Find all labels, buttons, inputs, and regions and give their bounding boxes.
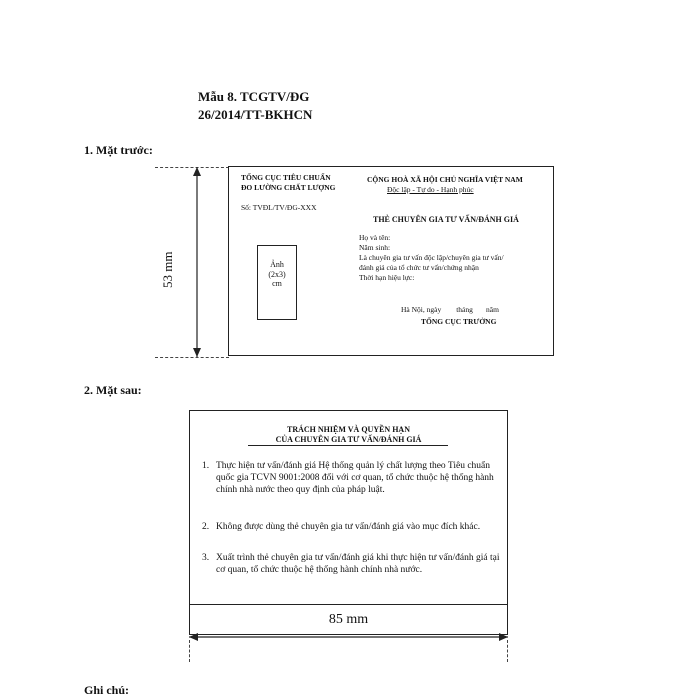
signer-title: TỔNG CỤC TRƯỞNG bbox=[421, 317, 497, 326]
photo-label: Ảnh bbox=[270, 260, 284, 269]
field-birth-year: Năm sinh: bbox=[359, 243, 391, 252]
circular-number: 26/2014/TT-BKHCN bbox=[198, 107, 313, 122]
width-dimension-label: 85 mm bbox=[328, 612, 369, 627]
place-date: Hà Nội, ngày tháng năm bbox=[401, 305, 499, 314]
section-back-heading: 2. Mặt sau: bbox=[84, 383, 142, 397]
height-dimension-arrow bbox=[192, 167, 202, 357]
item-number: 1. bbox=[202, 461, 210, 471]
list-item bbox=[202, 553, 502, 577]
list-item bbox=[202, 522, 502, 534]
item-text: Xuất trình thẻ chuyên gia tư vấn/đánh giá khi thực hiện tư vấn/đánh giá tại cơ quan, tổ chức thuộc hệ thống hành chính nhà nước. bbox=[216, 553, 500, 575]
notes-heading: Ghi chú: bbox=[84, 683, 130, 697]
item-number: 2. bbox=[202, 522, 210, 532]
dim-left-extension bbox=[189, 640, 190, 662]
field-role-line-1: Là chuyên gia tư vấn độc lập/chuyên gia tư vấn/ bbox=[359, 253, 504, 262]
field-validity: Thời hạn hiệu lực: bbox=[359, 273, 415, 282]
agency-line-2: ĐO LƯỜNG CHẤT LƯỢNG bbox=[241, 183, 336, 192]
country-name: CỘNG HOÀ XÃ HỘI CHỦ NGHĨA VIỆT NAM bbox=[367, 175, 523, 184]
card-back bbox=[189, 410, 508, 605]
height-dimension-label: 53 mm bbox=[160, 251, 175, 288]
national-motto: Độc lập - Tự do - Hạnh phúc bbox=[387, 185, 474, 194]
back-title-line-2: CỦA CHUYÊN GIA TƯ VẤN/ĐÁNH GIÁ bbox=[275, 435, 422, 444]
field-fullname: Họ và tên: bbox=[359, 233, 391, 242]
back-title-line-1: TRÁCH NHIỆM VÀ QUYỀN HẠN bbox=[287, 425, 410, 434]
list-item bbox=[202, 461, 502, 497]
dim-bottom-extension bbox=[155, 357, 229, 358]
photo-placeholder bbox=[257, 245, 297, 320]
item-text: Thực hiện tư vấn/đánh giá Hệ thống quản lý chất lượng theo Tiêu chuẩn quốc gia TCVN 9001:2008 đối với cơ quan, tổ chức thuộc hệ thống hành chính nhà nước theo quy định của pháp luật. bbox=[216, 461, 494, 495]
agency-line-1: TỔNG CỤC TIÊU CHUẨN bbox=[241, 173, 331, 182]
photo-unit: cm bbox=[272, 279, 282, 289]
item-text: Không được dùng thẻ chuyên gia tư vấn/đánh giá vào mục đích khác. bbox=[216, 522, 481, 532]
section-front-heading: 1. Mặt trước: bbox=[84, 143, 153, 157]
card-number: Số: TVĐL/TV/ĐG-XXX bbox=[241, 203, 317, 212]
back-title-underline bbox=[248, 445, 448, 446]
field-role-line-2: đánh giá của tổ chức tư vấn/chứng nhận bbox=[359, 263, 479, 272]
width-dimension-arrow bbox=[189, 632, 508, 642]
card-title: THẺ CHUYÊN GIA TƯ VẤN/ĐÁNH GIÁ bbox=[373, 215, 519, 224]
card-front bbox=[228, 166, 554, 356]
photo-size: (2x3) bbox=[268, 269, 286, 279]
item-number: 3. bbox=[202, 553, 210, 563]
form-title: Mẫu 8. TCGTV/ĐG bbox=[198, 89, 310, 104]
dim-right-extension bbox=[507, 640, 508, 662]
